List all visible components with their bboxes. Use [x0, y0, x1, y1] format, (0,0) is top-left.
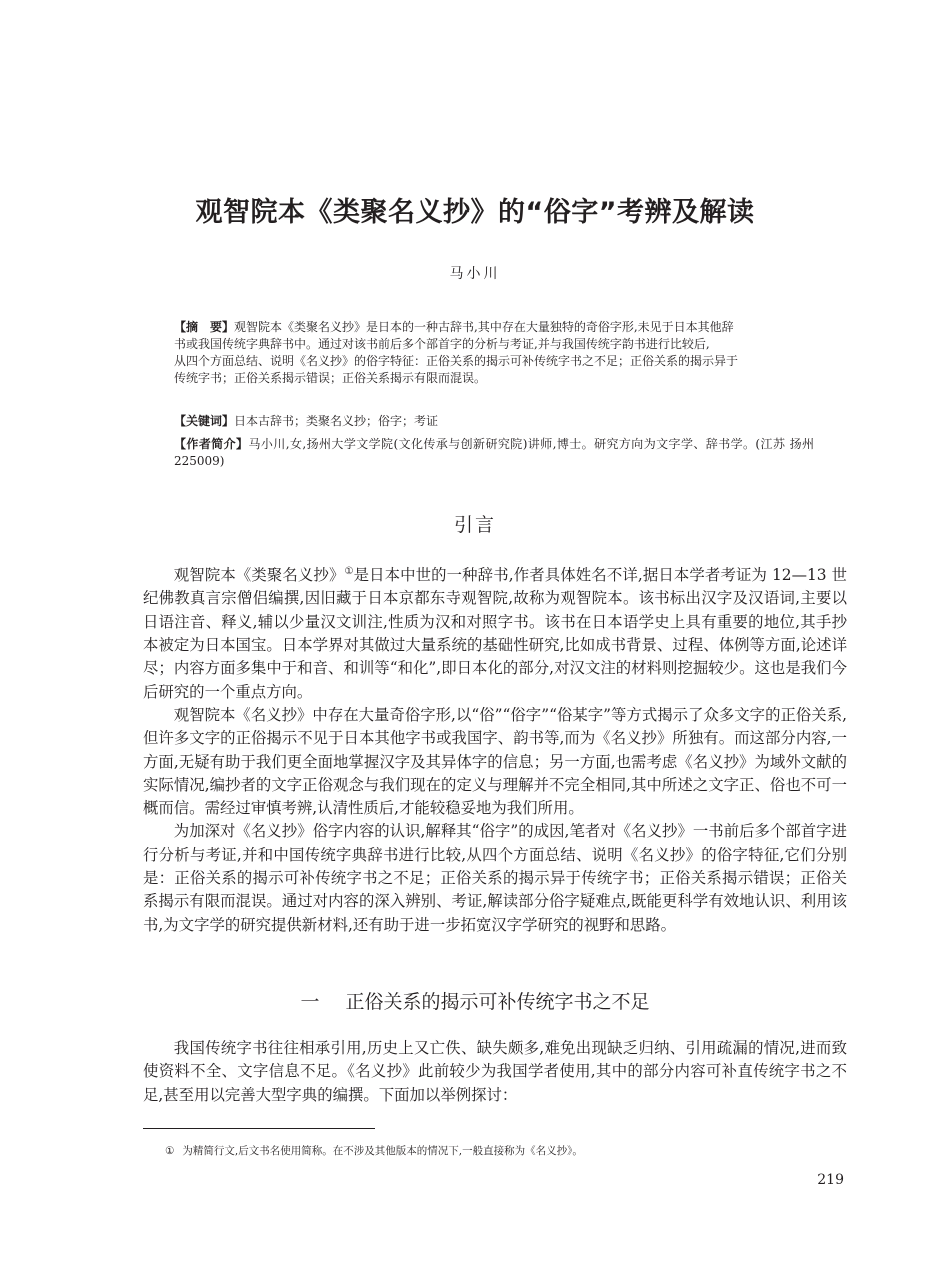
footnote-ref[interactable]: ①	[344, 566, 354, 577]
footnote-mark: ①	[165, 1145, 175, 1157]
section-1-paragraph-1: 我国传统字书往往相承引用,历史上又亡佚、缺失颇多,难免出现缺乏归纳、引用疏漏的情况,进而致使资料不全、文字信息不足。《名义抄》此前较少为我国学者使用,其中的部分内容可补直传统字书之不足,甚至用以完善大型字典的编撰。下面加以举例探讨：	[143, 1039, 847, 1104]
intro-heading: 引言	[453, 514, 496, 536]
keywords-label: 【关键词】	[174, 414, 235, 428]
intro-paragraph-1: 观智院本《类聚名义抄》①是日本中世的一种辞书,作者具体姓名不详,据日本学者考证为 12—13 世纪佛教真言宗僧侣编撰,因旧藏于日本京都东寺观智院,故称为观智院本。该书标出汉字及汉语词,主要以日语注音、释义,辅以少量汉文训注,性质为汉和对照字书。该书在日本语学史上具有重要的地位,其手抄本被定为日本国宝。日本学界对其做过大量系统的基础性研究,比如成书背景、过程、体例等方面,论述详尽；内容方面多集中于和音、和训等“和化”,即日本化的部分,对汉文注的材料则挖掘较少。这也是我们今后研究的一个重点方向。	[143, 566, 847, 701]
abstract-line: 传统字书；正俗关系揭示错误；正俗关系揭示有限而混误。	[174, 371, 487, 385]
intro-paragraph-2: 观智院本《名义抄》中存在大量奇俗字形,以“俗”“俗字”“俗某字”等方式揭示了众多文字的正俗关系,但许多文字的正俗揭示不见于日本其他字书或我国字、韵书等,而为《名义抄》所独有。而这部分内容,一方面,无疑有助于我们更全面地掌握汉字及其异体字的信息；另一方面,也需考虑《名义抄》为域外文献的实际情况,编抄者的文字正俗观念与我们现在的定义与理解并不完全相同,其中所述之文字正、俗也不可一概而信。需经过审慎考辨,认清性质后,才能较稳妥地为我们所用。	[143, 705, 847, 818]
section-1-heading	[0, 987, 950, 1014]
abstract-line: 书或我国传统字典辞书中。通过对该书前后多个部首字的分析与考证,并与我国传统字韵书进行比较后,	[174, 337, 710, 351]
author-bio-block	[174, 436, 814, 470]
abstract-line: 从四个方面总结、说明《名义抄》的俗字特征：正俗关系的揭示可补传统字书之不足；正俗关系的揭示异于	[174, 354, 739, 368]
abstract-block	[174, 319, 814, 387]
section-title: 正俗关系的揭示可补传统字书之不足	[345, 991, 650, 1013]
keywords-block	[174, 413, 814, 430]
footnote	[165, 1143, 583, 1158]
author-name: 马小川	[449, 266, 501, 282]
section-number: 一	[300, 991, 320, 1013]
paper-title: 观智院本《类聚名义抄》的“俗字”考辨及解读	[195, 197, 755, 228]
abstract-line: 【摘 要】观智院本《类聚名义抄》是日本的一种古辞书,其中存在大量独特的奇俗字形,未见于日本其他辞	[174, 320, 734, 334]
footnote-text: 为精简行文,后文书名使用简称。在不涉及其他版本的情况下,一般直接称为《名义抄》。	[182, 1145, 583, 1157]
page-number: 219	[817, 1172, 844, 1188]
author-bio-text: 马小川,女,扬州大学文学院(文化传承与创新研究院)讲师,博士。研究方向为文字学、辞书学。(江苏 扬州 225009)	[174, 437, 814, 468]
author-bio-label: 【作者简介】	[174, 437, 249, 451]
section-1-body	[143, 1037, 847, 1107]
intro-paragraph-3: 为加深对《名义抄》俗字内容的认识,解释其“俗字”的成因,笔者对《名义抄》一书前后多个部首字进行分析与考证,并和中国传统字典辞书进行比较,从四个方面总结、说明《名义抄》的俗字特征,它们分别是：正俗关系的揭示可补传统字书之不足；正俗关系的揭示异于传统字书；正俗关系揭示错误；正俗关系揭示有限而混误。通过对内容的深入辨别、考证,解读部分俗字疑难点,既能更科学有效地认识、利用该书,为文字学的研究提供新材料,还有助于进一步拓宽汉字学研究的视野和思路。	[143, 822, 847, 934]
intro-body	[143, 560, 847, 937]
keywords-text: 日本古辞书；类聚名义抄；俗字；考证	[234, 414, 439, 428]
footnote-divider	[143, 1128, 375, 1129]
abstract-label: 【摘 要】	[174, 320, 235, 334]
